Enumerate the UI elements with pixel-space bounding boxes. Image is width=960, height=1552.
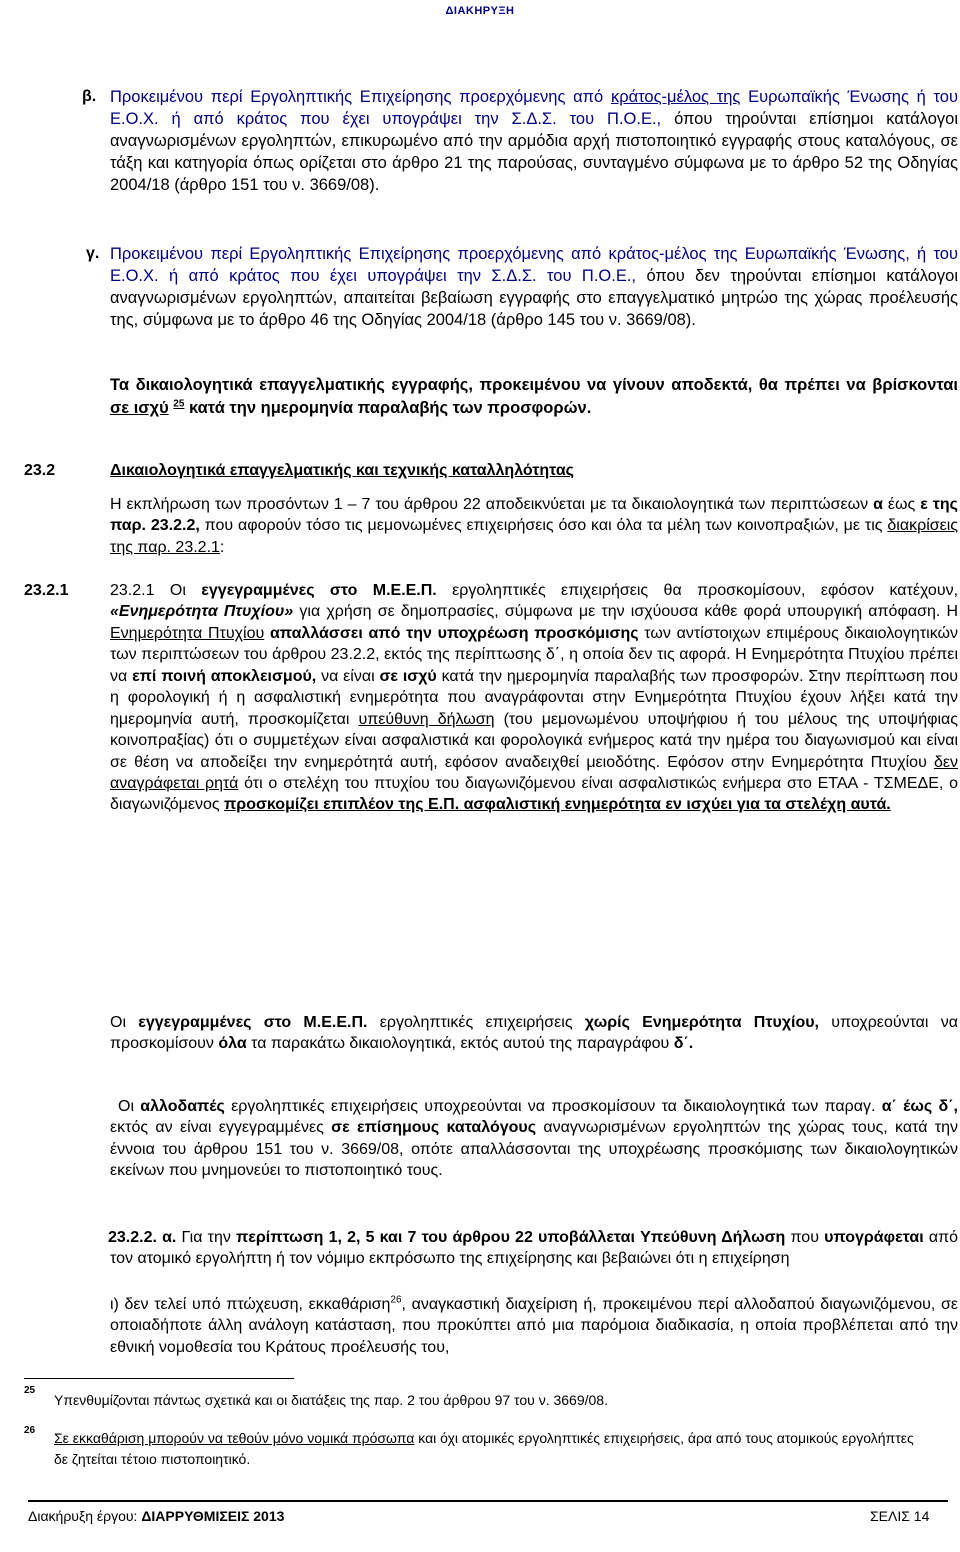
footer-rule xyxy=(28,1500,948,1502)
s2321-9: των αντίστοιχων επιμέρους δικαιολογητικών των περιπτώσεων του άρθρου 23.2.2, εκτός της περίπτωσης δ΄, η οποία δεν τις αφορά. Η Ενημερότητα Πτυχίου πρέπει να xyxy=(110,624,958,685)
s2321-p2b: εγγεγραμμένες στο Μ.Ε.Ε.Π. xyxy=(138,1014,368,1031)
s2321-3: εργοληπτικές επιχειρήσεις θα προσκομίσουν, εφόσον κατέχουν, xyxy=(436,582,959,599)
s232-b: α xyxy=(873,496,883,513)
s2321-p2h: δ΄. xyxy=(673,1035,694,1053)
validity-note-part2: κατά την ημερομηνία παραλαβής των προσφορών. xyxy=(184,399,592,418)
footnote-ref-26: 26 xyxy=(390,1294,402,1306)
s2321-p3d: α΄ έως δ΄, xyxy=(881,1098,958,1115)
item-b-line1-link: κράτος-μέλος της xyxy=(610,88,741,106)
s2321-15: (του μεμονωμένου υποψήφιου ή του μέλους της υποψήφιας κοινοπραξίας) ότι ο συμμετέχων είναι ασφαλιστικά και φορολογικά ενήμερος κατά την ημέρα του διαγωνισμού και είναι σε θέση να αποδείξει την ενημερότητά αυτή, εφόσον αναδειχθεί μειοδότης. Εφόσον στην Ενημερότητα Πτυχίου xyxy=(110,710,958,771)
s2321-p3e: εκτός αν είναι εγγεγραμμένες xyxy=(110,1119,332,1137)
footnote-26-underlined: Σε εκκαθάριση μπορούν να τεθούν μόνο νομικά πρόσωπα xyxy=(54,1430,415,1446)
s232-d: ε της παρ. 23.2.2, xyxy=(110,496,958,535)
validity-note-part1: Τα δικαιολογητικά επαγγελματικής εγγραφής, προκειμένου να γίνουν αποδεκτά, θα πρέπει να βρίσκονται xyxy=(110,376,958,394)
s2322-i2: , αναγκαστική διαχείριση ή, προκειμένου περί αλλοδαπού διαγωνιζόμενου, σε οποιαδήποτε άλλη ανάλογη κατάσταση, που προκύπτει από μια παρόμοια διαδικασία, η οποία προβλέπεται από την εθνική νομοθεσία του Κράτους προέλευσής του, xyxy=(110,1296,959,1356)
s2321-10: επί ποινή αποκλεισμού, xyxy=(132,667,317,685)
section-23-2-2-number: 23.2.2. α. xyxy=(108,1229,177,1246)
s232-a: Η εκπλήρωση των προσόντων 1 – 7 του άρθρου 22 αποδεικνύεται με τα δικαιολογητικά των περιπτώσεων xyxy=(110,496,874,513)
item-b-line1: Προκειμένου περί Εργοληπτικής Επιχείρησης προερχόμενης από xyxy=(110,88,611,106)
s2322-i1: ι) δεν τελεί υπό πτώχευση, εκκαθάριση xyxy=(110,1296,391,1313)
item-b-line2: Ευρωπαϊκής Ένωσης ή του Ε.Ο.Χ. ή από κράτος που έχει υπογράψει την Σ.Δ.Σ. του Π.Ο.Ε., xyxy=(110,88,958,129)
footnote-26-number: 26 xyxy=(24,1425,36,1436)
s2321-2: εγγεγραμμένες στο Μ.Ε.Ε.Π. xyxy=(201,582,437,599)
s2321-6: Ενημερότητα Πτυχίου xyxy=(110,624,265,642)
s2322-t1: Για την xyxy=(176,1229,237,1246)
item-c-text xyxy=(110,243,958,331)
s2321-p3b: αλλοδαπές xyxy=(140,1098,225,1115)
section-23-2-2-item-i xyxy=(110,1294,958,1358)
s2321-p2d: χωρίς Ενημερότητα Πτυχίου, xyxy=(584,1014,820,1031)
section-23-2-number: 23.2 xyxy=(24,462,56,479)
s232-f: διακρίσεις της παρ. 23.2.1 xyxy=(110,517,959,556)
s2321-1: 23.2.1 Οι xyxy=(110,582,202,599)
item-c-text1: Προκειμένου περί Εργοληπτικής Επιχείρησης προερχόμενης από κράτος-μέλος της Ευρωπαϊκής Ένωσης, ή του Ε.Ο.Χ. ή από κράτος που έχει υπογράψει την Σ.Δ.Σ. του Π.Ο.Ε., xyxy=(110,245,958,286)
s2321-p3a: Οι xyxy=(118,1098,141,1115)
s2321-p2f: όλα xyxy=(218,1035,247,1053)
s2321-13: κατά την ημερομηνία παραλαβής των προσφορών. Στην περίπτωση που η φορολογική ή η ασφαλιστική ενημερότητα που αναγράφονται στην Ενημερότητα Πτυχίου έχουν λήξει κατά την ημερομηνία αυτή, προσκομίζεται xyxy=(110,667,959,728)
footnote-26-rest: και όχι ατομικές εργοληπτικές επιχειρήσεις, άρα από τους ατομικούς εργολήπτες δε ζητείται τέτοιο πιστοποιητικό. xyxy=(54,1430,914,1467)
s2321-12: σε ισχύ xyxy=(379,667,437,685)
s2321-14: υπεύθυνη δήλωση xyxy=(358,710,495,728)
s2321-p2g: τα παρακάτω δικαιολογητικά, εκτός αυτού της παραγράφου xyxy=(246,1035,674,1053)
section-23-2-title: Δικαιολογητικά επαγγελματικής και τεχνικής καταλληλότητας xyxy=(110,462,574,479)
section-23-2-2-a-paragraph xyxy=(110,1227,958,1270)
s2321-17: ότι ο στελέχη του πτυχίου του διαγωνιζόμενου είναι ασφαλιστικώς ενήμερα στο ΕΤΑΑ - ΤΣΜΕΔΕ, ο διαγωνιζόμενος xyxy=(110,774,959,814)
s2321-p3c: εργοληπτικές επιχειρήσεις υποχρεούνται να προσκομίσουν τα δικαιολογητικά των παραγ. xyxy=(224,1098,882,1115)
section-23-2-1-paragraph xyxy=(110,580,958,816)
validity-note xyxy=(110,374,958,420)
s2321-16: δεν αναγράφεται ρητά xyxy=(110,753,958,792)
s2321-p3g: αναγνωρισμένων εργοληπτών της χώρας τους, κατά την έννοια του άρθρου 151 του ν. 3669/08, οπότε απαλλάσσονται της υποχρέωσης προσκόμισης των δικαιολογητικών εκείνων που μνημονεύει το πιστοποιητικό τους. xyxy=(110,1119,959,1180)
s232-c: έως xyxy=(882,496,921,513)
footnote-26-text xyxy=(54,1428,924,1470)
section-23-2-paragraph xyxy=(110,494,958,558)
item-b-label: β. xyxy=(82,88,97,105)
footnote-25-number: 25 xyxy=(24,1385,36,1396)
s2321-p2c: εργοληπτικές επιχειρήσεις xyxy=(367,1014,585,1031)
s232-g: : xyxy=(219,538,225,556)
s2322-t2: περίπτωση 1, 2, 5 και 7 του άρθρου 22 xyxy=(236,1229,533,1246)
s2321-5: για χρήση σε δημοπρασίες, σύμφωνα με την ισχύουσα κάθε φορά υπουργική απόφαση. Η xyxy=(293,603,959,621)
s2322-t4: υποβάλλεται xyxy=(538,1229,635,1246)
section-23-2-1-number: 23.2.1 xyxy=(24,582,69,599)
s2322-t9: από τον ατομικό εργολήπτη ή τον νόμιμο εκπρόσωπο της επιχείρησης και βεβαιώνει ότι η επιχείρηση xyxy=(110,1229,959,1268)
item-c-label: γ. xyxy=(86,245,100,262)
footnote-25-text: Υπενθυμίζονται πάντως σχετικά και οι διατάξεις της παρ. 2 του άρθρου 97 του ν. 3669/08. xyxy=(54,1392,608,1408)
item-c-text2: όπου δεν τηρούνται επίσημοι κατάλογοι αναγνωρισμένων εργοληπτών, απαιτείται βεβαίωση εγγραφής στο επαγγελματικό μητρώο της χώρας προέλευσής της, σύμφωνα με το άρθρο 46 της Οδηγίας 2004/18 (άρθρο 145 του ν. 3669/08). xyxy=(110,267,958,330)
s2321-18: προσκομίζει επιπλέον της Ε.Π. ασφαλιστική ενημερότητα εν ισχύει για τα στελέχη αυτά. xyxy=(224,796,891,814)
footer-page-number: ΣΕΛΙΣ 14 xyxy=(870,1508,930,1524)
s2321-p2e: υποχρεούνται να προσκομίσουν xyxy=(110,1014,959,1053)
page-header: ΔΙΑΚΗΡΥΞΗ xyxy=(445,5,515,17)
footer-project: ΔΙΑΡΡΥΘΜΙΣΕΙΣ 2013 xyxy=(141,1508,285,1524)
item-b-text xyxy=(110,86,958,197)
footnote-separator xyxy=(24,1378,294,1379)
validity-note-underlined: σε ισχύ xyxy=(110,399,169,418)
s2321-p2a: Οι xyxy=(110,1014,139,1031)
footnote-ref-25: 25 xyxy=(173,398,185,410)
item-b-rest: όπου τηρούνται επίσημοι κατάλογοι αναγνωρισμένων εργοληπτών, επικυρωμένο από την αρμόδια αρχή πιστοποιητικό εγγραφής στους καταλόγους, σε τάξη και κατηγορία όπως ορίζεται στο άρθρο 21 της παρούσας, συνταγμένο σύμφωνα με το άρθρο 52 της Οδηγίας 2004/18 (άρθρο 151 του ν. 3669/08). xyxy=(110,110,958,195)
footer-label: Διακήρυξη έργου: xyxy=(28,1508,142,1524)
s2321-4: «Ενημερότητα Πτυχίου» xyxy=(110,603,294,621)
footer-left xyxy=(28,1507,284,1526)
section-23-2-1-paragraph-2 xyxy=(110,1012,958,1055)
s2322-t6: Υπεύθυνη Δήλωση xyxy=(640,1229,786,1246)
s2322-t7: που xyxy=(785,1229,825,1246)
s2321-8: απαλλάσσει από την υποχρέωση προσκόμισης xyxy=(269,624,639,642)
section-23-2-1-paragraph-3 xyxy=(110,1096,958,1182)
s2321-11: να είναι xyxy=(316,667,380,685)
s2322-t8: υπογράφεται xyxy=(824,1229,924,1246)
s232-e: που αφορούν τόσο τις μεμονωμένες επιχειρήσεις όσο και όλα τα μέλη των κοινοπραξιών, με τις xyxy=(199,517,888,535)
s2321-p3f: σε επίσημους καταλόγους xyxy=(331,1119,537,1137)
